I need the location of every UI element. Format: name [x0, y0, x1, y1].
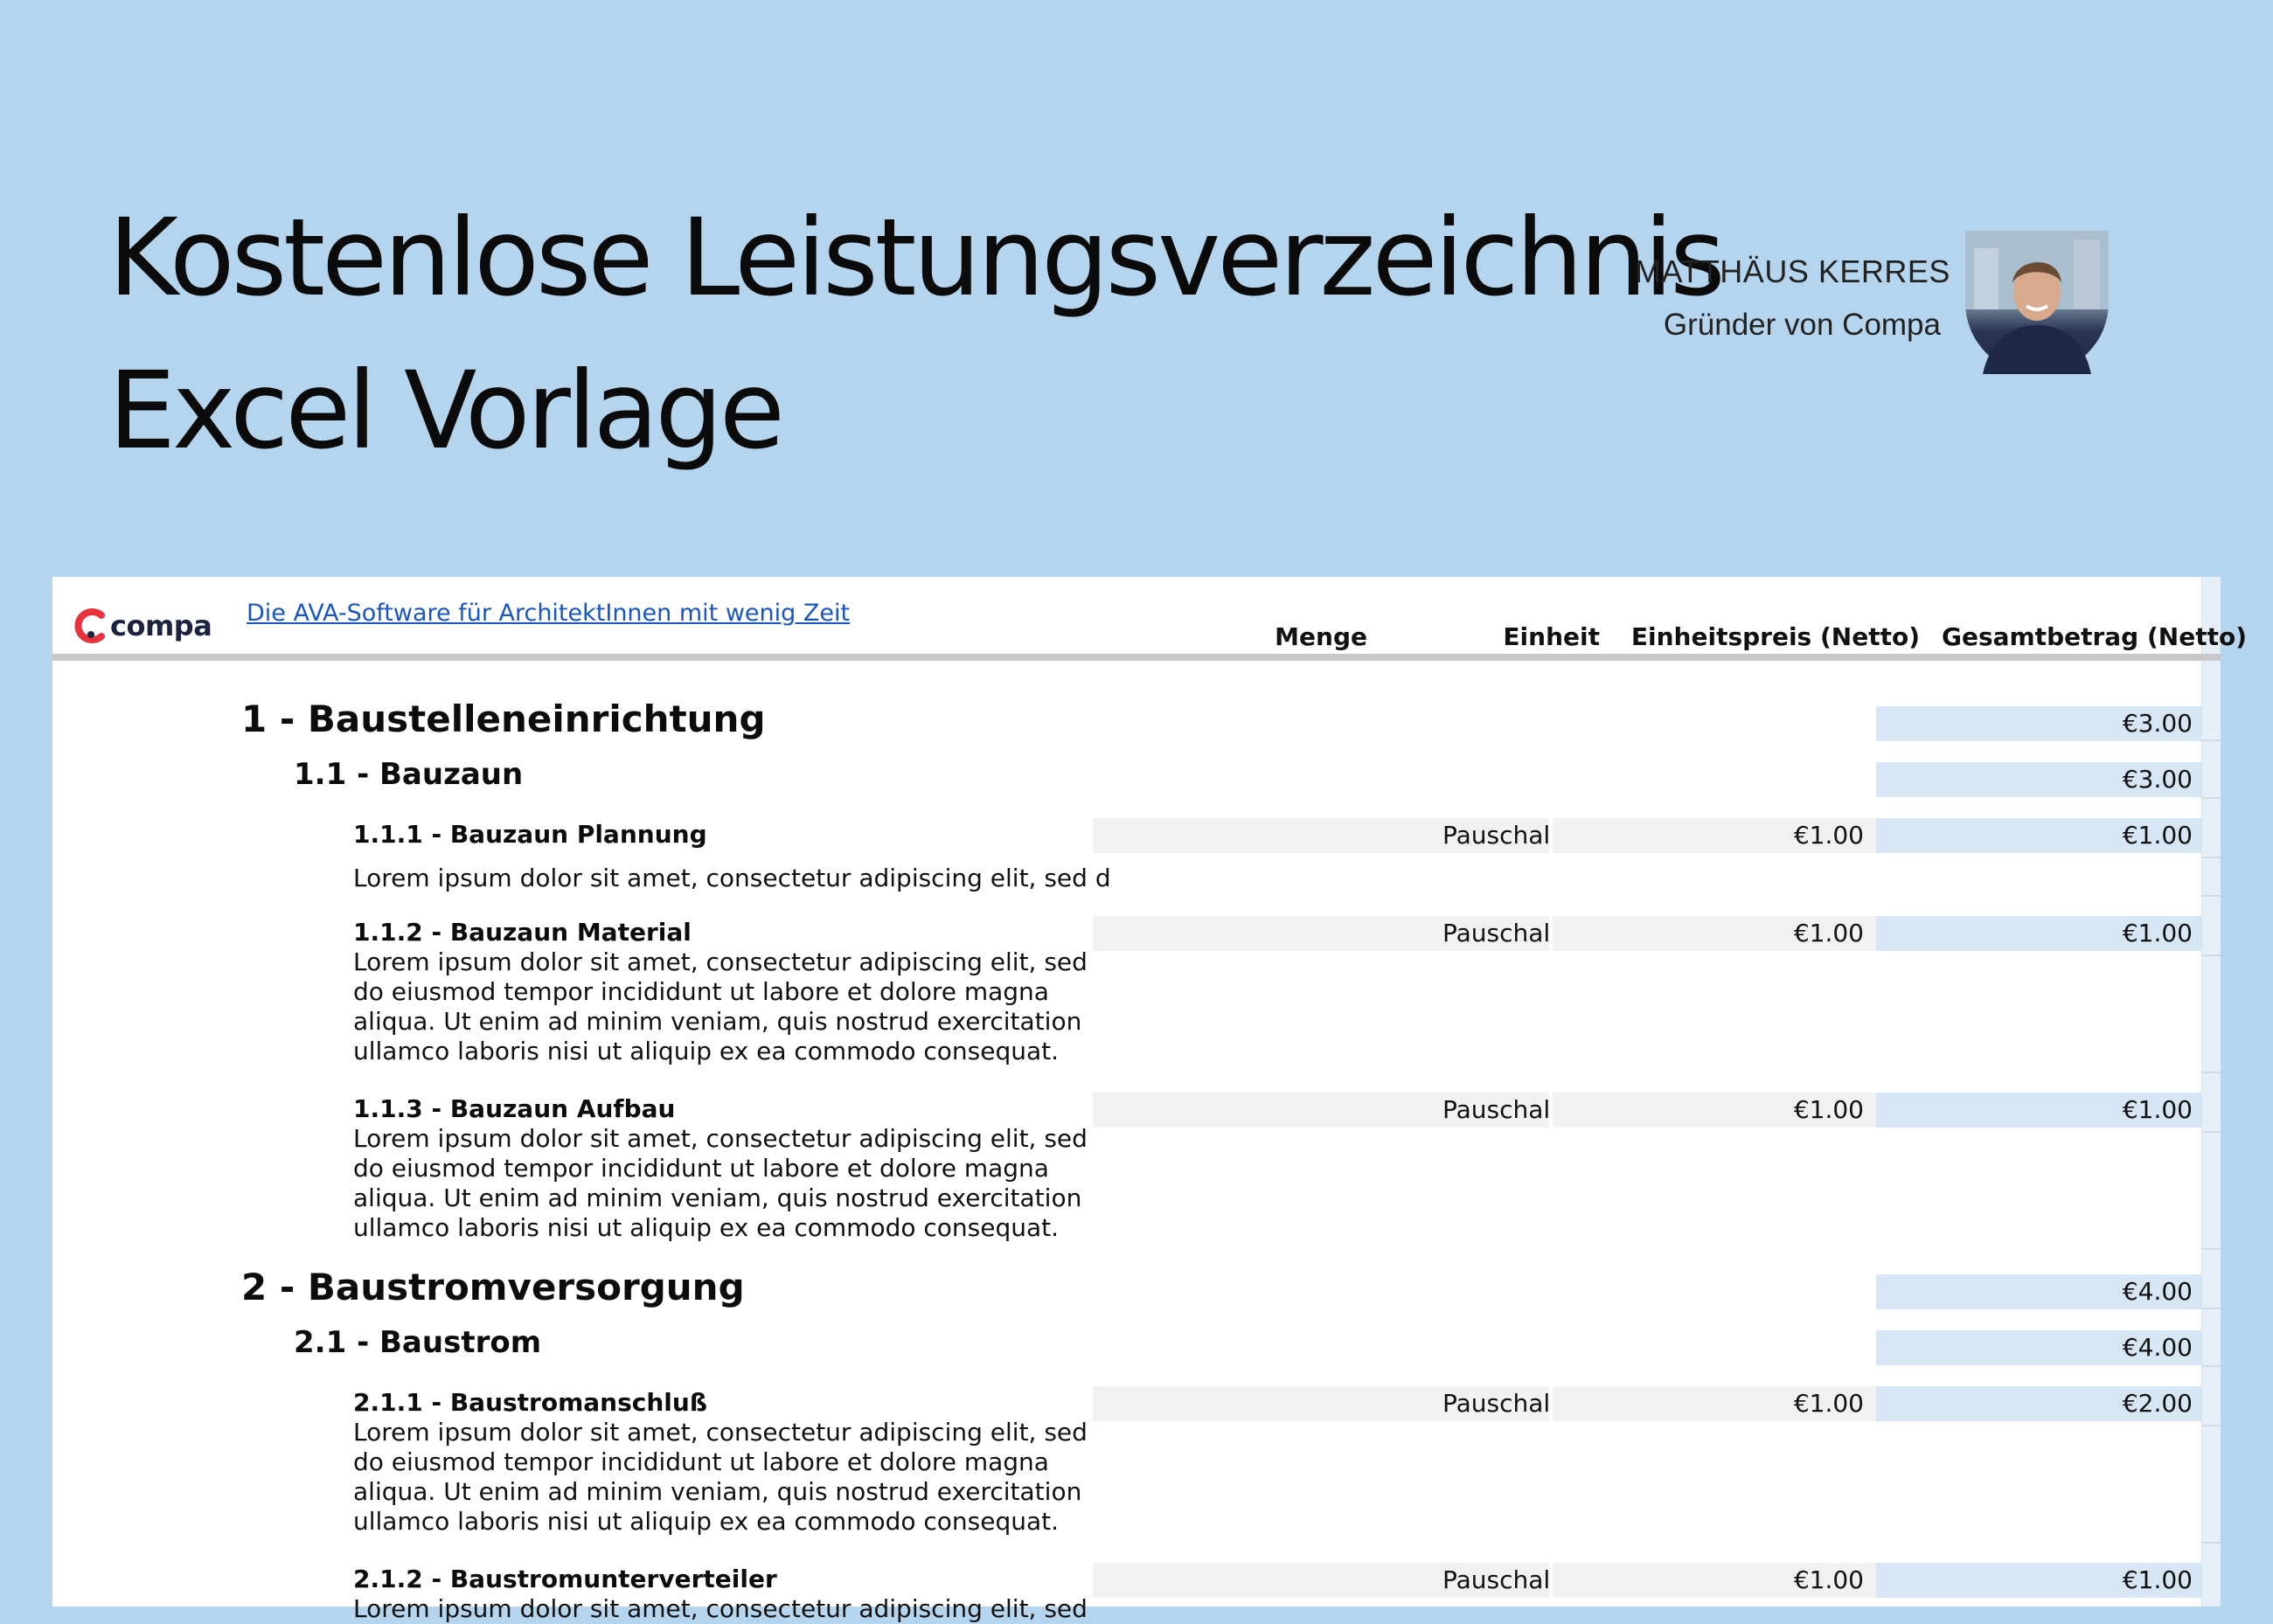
column-header-gesamtbetrag: Gesamtbetrag (Netto) — [1941, 622, 2247, 651]
einheit-dropdown[interactable] — [1322, 818, 1549, 853]
subsection-total-cell[interactable]: €3.00 — [1876, 762, 2201, 797]
einheitspreis-cell[interactable]: €1.00 — [1553, 1563, 1876, 1598]
item-description: Lorem ipsum dolor sit amet, consectetur adipiscing elit, sed do eiusmod tempor incididunt ut labore et dolore magna aliqua. Ut enim ad minim veniam, quis nostrud exercitation ullamco laboris nisi ut aliquip ex ea commodo consequat. — [353, 947, 1088, 1065]
einheitspreis-cell[interactable]: €1.00 — [1553, 1093, 1876, 1128]
row-gridline — [2201, 739, 2221, 741]
hero-title — [108, 182, 1722, 488]
row-gridline — [2201, 1542, 2221, 1544]
einheitspreis-cell[interactable]: €1.00 — [1553, 818, 1876, 853]
row-gridline — [2201, 857, 2221, 858]
subsection-row — [52, 759, 2221, 797]
section-row — [52, 697, 2221, 740]
tagline-link[interactable]: Die AVA-Software für ArchitektInnen mit wenig Zeit — [247, 600, 851, 627]
subsection-title: 1.1 - Bauzaun — [294, 757, 524, 792]
einheit-value: Pauschal — [1442, 821, 1551, 850]
einheit-dropdown[interactable] — [1322, 916, 1549, 951]
column-header-menge: Menge — [1275, 622, 1367, 651]
author-name: MATTHÄUS KERRES — [1635, 253, 1950, 289]
einheit-dropdown[interactable] — [1322, 1563, 1549, 1598]
gesamtbetrag-cell[interactable]: €2.00 — [1876, 1386, 2201, 1421]
section-row — [52, 1266, 2221, 1308]
item-title: 1.1.2 - Bauzaun Material — [353, 918, 692, 947]
item-row — [52, 818, 2221, 857]
gesamtbetrag-cell[interactable]: €1.00 — [1876, 818, 2201, 853]
gesamtbetrag-cell[interactable]: €1.00 — [1876, 1563, 2201, 1598]
column-header-einheit: Einheit — [1503, 622, 1600, 651]
section-title: 2 - Baustromversorgung — [241, 1266, 745, 1308]
hero-title-line-2: Excel Vorlage — [108, 349, 782, 473]
einheitspreis-cell[interactable]: €1.00 — [1553, 1386, 1876, 1421]
subsection-row — [52, 1327, 2221, 1365]
compa-logo-icon — [72, 607, 107, 645]
item-description: Lorem ipsum dolor sit amet, consectetur adipiscing elit, sed — [353, 1594, 1088, 1623]
author-role: Gründer von Compa — [1663, 308, 1941, 342]
gesamtbetrag-cell[interactable]: €1.00 — [1876, 1093, 2201, 1128]
einheit-dropdown[interactable] — [1322, 1093, 1549, 1128]
einheitspreis-cell[interactable]: €1.00 — [1553, 916, 1876, 951]
einheit-value: Pauschal — [1442, 1095, 1551, 1124]
gesamtbetrag-cell[interactable]: €1.00 — [1876, 916, 2201, 951]
row-gridline — [2201, 797, 2221, 799]
row-gridline — [2201, 895, 2221, 897]
row-gridline — [2201, 1308, 2221, 1309]
header-divider — [52, 654, 2221, 661]
avatar — [1965, 231, 2109, 374]
column-header-einheitspreis: Einheitspreis (Netto) — [1630, 622, 1920, 651]
row-gridline — [2201, 1248, 2221, 1250]
section-total-cell[interactable]: €4.00 — [1876, 1274, 2201, 1309]
hero-title-line-1: Kostenlose Leistungsverzeichnis — [108, 196, 1722, 320]
einheit-value: Pauschal — [1442, 1565, 1551, 1594]
section-title: 1 - Baustelleneinrichtung — [241, 697, 766, 740]
compa-logo[interactable] — [72, 605, 212, 647]
item-description: Lorem ipsum dolor sit amet, consectetur adipiscing elit, sed do eiusmod tempor incididunt ut labore et dolore magna aliqua. Ut enim ad minim veniam, quis nostrud exercitation ullamco laboris nisi ut aliquip ex ea commodo consequat. — [353, 1418, 1088, 1536]
item-title: 2.1.2 - Baustromunterverteiler — [353, 1565, 777, 1593]
logo-text: compa — [110, 609, 212, 642]
einheit-value: Pauschal — [1442, 1389, 1551, 1418]
einheit-dropdown[interactable] — [1322, 1386, 1549, 1421]
item-title: 1.1.3 - Bauzaun Aufbau — [353, 1094, 676, 1123]
item-description: Lorem ipsum dolor sit amet, consectetur adipiscing elit, sed d — [353, 864, 1111, 892]
row-gridline — [2201, 1425, 2221, 1426]
subsection-title: 2.1 - Baustrom — [294, 1325, 542, 1360]
item-title: 2.1.1 - Baustromanschluß — [353, 1388, 707, 1417]
spreadsheet — [52, 577, 2247, 1623]
row-gridline — [2201, 1365, 2221, 1367]
item-description: Lorem ipsum dolor sit amet, consectetur adipiscing elit, sed do eiusmod tempor incididunt ut labore et dolore magna aliqua. Ut enim ad minim veniam, quis nostrud exercitation ullamco laboris nisi ut aliquip ex ea commodo consequat. — [353, 1124, 1088, 1242]
section-total-cell[interactable]: €3.00 — [1876, 706, 2201, 741]
avatar-photo-icon — [1965, 231, 2109, 374]
row-gridline — [2201, 1072, 2221, 1073]
item-title: 1.1.1 - Bauzaun Plannung — [353, 820, 707, 849]
subsection-total-cell[interactable]: €4.00 — [1876, 1330, 2201, 1365]
row-gridline — [2201, 1131, 2221, 1133]
author-block — [1635, 253, 1950, 343]
row-gridline — [2201, 954, 2221, 956]
einheit-value: Pauschal — [1442, 919, 1551, 947]
